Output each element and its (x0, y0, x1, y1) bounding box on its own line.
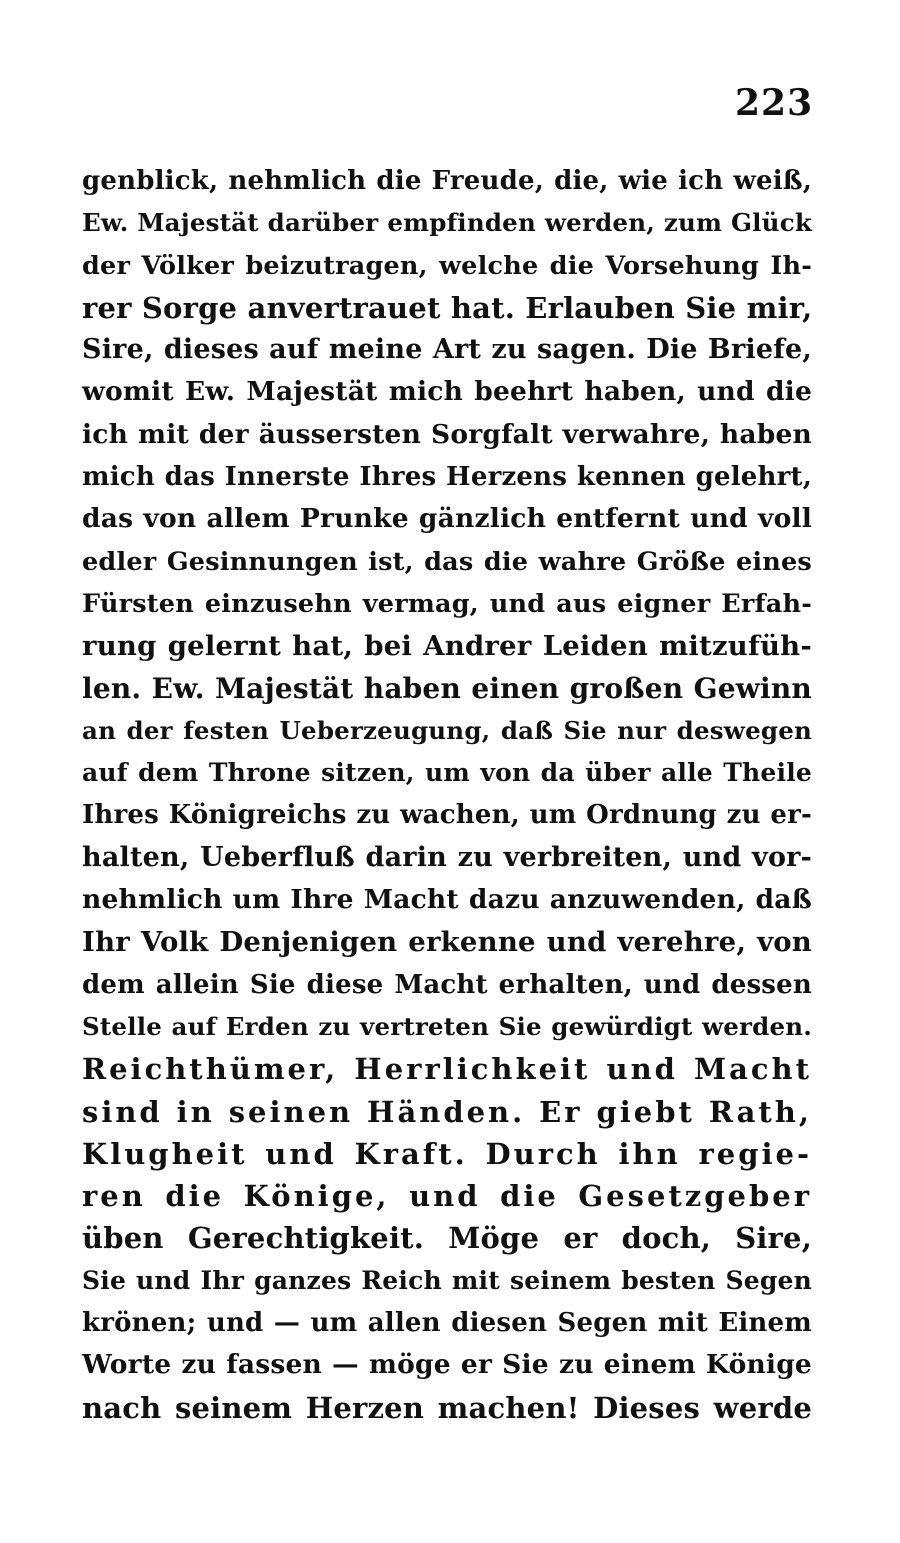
text-line: ich mit der äussersten Sorgfalt verwahre, haben (82, 418, 812, 450)
text-line: nehmlich um Ihre Macht dazu anzuwenden, daß (82, 884, 812, 916)
text-line-spaced: sind in seinen Händen. Er giebt Rath, (82, 1094, 812, 1129)
text-line-spaced: Reichthümer, Herrlichkeit und Macht (82, 1052, 812, 1087)
text-line: das von allem Prunke gänzlich entfernt und voll (82, 503, 812, 535)
text-line: der Völker beizutragen, welche die Vorsehung Ih- (82, 250, 812, 281)
text-line: an der festen Ueberzeugung, daß Sie nur deswegen (82, 715, 812, 745)
text-line-spaced: ren die Könige, und die Gesetzgeber (82, 1179, 812, 1214)
text-line: Ew. Majestät darüber empfinden werden, zum Glück (82, 208, 812, 238)
text-line: auf dem Throne sitzen, um von da über alle Theile (82, 758, 812, 788)
text-line: edler Gesinnungen ist, das die wahre Größe eines (82, 546, 812, 577)
text-line: len. Ew. Majestät haben einen großen Gewinn (82, 671, 812, 705)
text-line: rer Sorge anvertrauet hat. Erlauben Sie mir, (82, 290, 813, 325)
text-line: Sie und Ihr ganzes Reich mit seinem besten Segen (82, 1265, 812, 1295)
text-line: rung gelernt hat, bei Andrer Leiden mitzufüh- (82, 630, 812, 663)
text-line: Sire, dieses auf meine Art zu sagen. Die Briefe, (82, 334, 812, 366)
text-line: Fürsten einzusehn vermag, und aus eigner Erfah- (82, 588, 812, 619)
page-number: 223 (735, 82, 814, 124)
text-line: womit Ew. Majestät mich beehrt haben, und die (82, 376, 812, 408)
text-line: dem allein Sie diese Macht erhalten, und dessen (82, 969, 812, 1000)
text-line: halten, Ueberfluß darin zu verbreiten, und vor- (82, 841, 812, 873)
text-line: genblick, nehmlich die Freude, die, wie ich weiß, (82, 166, 812, 196)
page-text (82, 160, 812, 1429)
text-line: nach seinem Herzen machen! Dieses werde (82, 1390, 812, 1425)
text-line: Ihres Königreichs zu wachen, um Ordnung zu er- (82, 800, 812, 831)
text-line: Worte zu fassen — möge er Sie zu einem Könige (82, 1349, 812, 1381)
text-line: Stelle auf Erden zu vertreten Sie gewürdigt werden. (82, 1011, 812, 1041)
text-line: mich das Innerste Ihres Herzens kennen gelehrt, (82, 462, 812, 493)
text-line: üben Gerechtigkeit. Möge er doch, Sire, (82, 1221, 812, 1256)
text-line: krönen; und — um allen diesen Segen mit Einem (82, 1308, 812, 1339)
text-line-spaced: Klugheit und Kraft. Durch ihn regie- (82, 1136, 812, 1171)
text-line: Ihr Volk Denjenigen erkenne und verehre, von (82, 926, 812, 959)
